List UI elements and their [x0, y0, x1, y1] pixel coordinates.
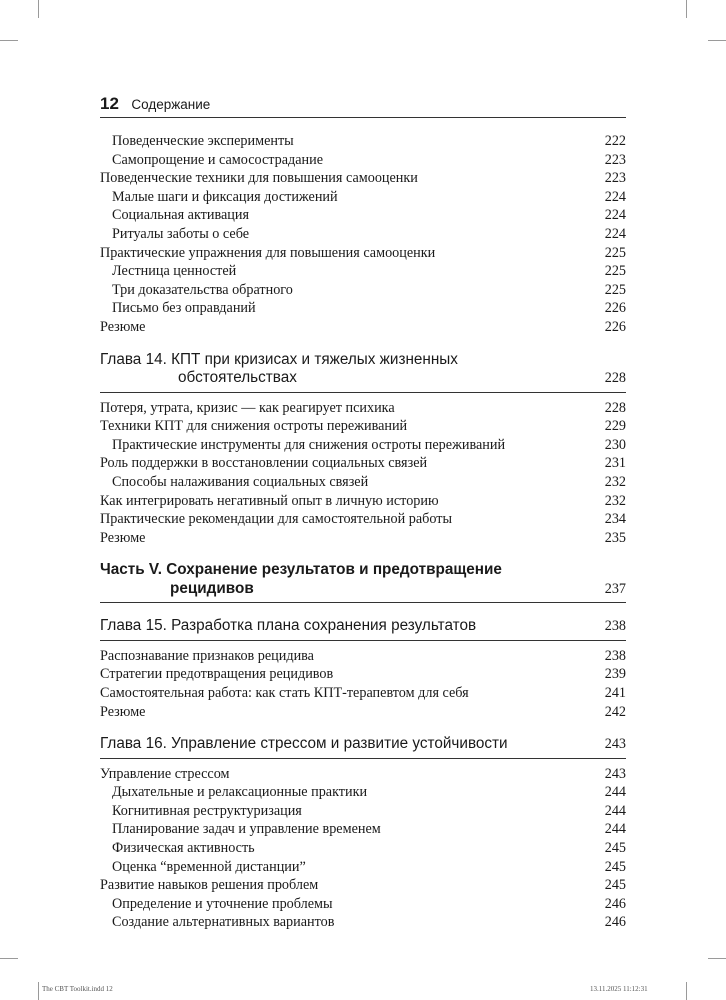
part-heading [100, 561, 626, 603]
toc-entry-page: 225 [604, 263, 626, 280]
toc-entry [100, 244, 626, 263]
crop-mark [0, 40, 18, 41]
toc-entry-page: 246 [604, 914, 626, 931]
toc-entry-title: Физическая активность [112, 840, 255, 857]
toc-entry [100, 262, 626, 281]
toc-entry-title: Планирование задач и управление временем [112, 821, 381, 838]
toc-entry-page: 229 [604, 418, 626, 435]
toc-entry [100, 665, 626, 684]
toc-entry [100, 399, 626, 418]
running-header [100, 94, 626, 114]
toc-entry-page: 245 [604, 858, 626, 875]
heading-line-1: Часть V. Сохранение результатов и предотвращение [100, 561, 502, 579]
toc-entry-page: 230 [604, 436, 626, 453]
toc-entry [100, 318, 626, 337]
toc-entry-page: 231 [604, 455, 626, 472]
toc-entry [100, 839, 626, 858]
crop-mark [38, 0, 39, 18]
chapter-heading [100, 351, 626, 393]
heading-page: 228 [604, 370, 626, 387]
toc-entry-page: 223 [604, 170, 626, 187]
toc-entry-title: Создание альтернативных вариантов [112, 914, 335, 931]
toc-entry [100, 802, 626, 821]
toc-entry-title: Управление стрессом [100, 765, 230, 782]
toc-entry-page: 244 [604, 821, 626, 838]
heading-page: 237 [604, 580, 626, 597]
toc-entry-page: 244 [604, 802, 626, 819]
chapter-heading [100, 617, 626, 641]
toc-entry-page: 238 [604, 647, 626, 664]
toc-entry-title: Резюме [100, 529, 146, 546]
toc-entry [100, 206, 626, 225]
toc-entry-title: Малые шаги и фиксация достижений [112, 188, 338, 205]
toc-entry-page: 225 [604, 281, 626, 298]
toc-entry-title: Практические рекомендации для самостоятельной работы [100, 511, 452, 528]
heading-line-1: Глава 14. КПТ при кризисах и тяжелых жизненных [100, 350, 458, 368]
toc-entry [100, 473, 626, 492]
toc-entry-title: Письмо без оправданий [112, 300, 256, 317]
crop-mark [38, 982, 39, 1000]
toc-entry-title: Как интегрировать негативный опыт в личную историю [100, 492, 439, 509]
toc-entry-title: Практические упражнения для повышения самооценки [100, 244, 436, 261]
toc-entry [100, 895, 626, 914]
toc-entry [100, 647, 626, 666]
crop-mark [708, 40, 726, 41]
toc-entry [100, 820, 626, 839]
heading-line-1: Глава 15. Разработка плана сохранения результатов [100, 617, 477, 635]
crop-mark [686, 982, 687, 1000]
toc-entry [100, 876, 626, 895]
toc-entry [100, 169, 626, 188]
heading-line-2: рецидивов [170, 579, 254, 597]
toc-entry [100, 529, 626, 548]
toc-entry [100, 417, 626, 436]
toc-entry-title: Способы налаживания социальных связей [112, 473, 369, 490]
toc-entry [100, 454, 626, 473]
toc-entry-page: 235 [604, 529, 626, 546]
toc-entry-title: Практические инструменты для снижения остроты переживаний [112, 436, 506, 453]
toc-entry-page: 241 [604, 684, 626, 701]
toc-entry-title: Ритуалы заботы о себе [112, 225, 250, 242]
toc-entry [100, 492, 626, 511]
crop-mark [708, 958, 726, 959]
heading-line-1: Глава 16. Управление стрессом и развитие устойчивости [100, 735, 508, 753]
toc-entry-page: 245 [604, 877, 626, 894]
slug-date: 13.11.2025 11:12:31 [590, 985, 648, 993]
toc-entry-title: Дыхательные и релаксационные практики [112, 784, 368, 801]
crop-mark [686, 0, 687, 18]
toc-entry-title: Резюме [100, 318, 146, 335]
toc-entry-title: Определение и уточнение проблемы [112, 895, 333, 912]
toc-entry [100, 188, 626, 207]
toc-entry [100, 281, 626, 300]
toc-entry-page: 226 [604, 318, 626, 335]
toc-entry-page: 234 [604, 511, 626, 528]
toc-entry-page: 225 [604, 244, 626, 261]
heading-page: 238 [604, 618, 626, 635]
toc-entry-page: 245 [604, 840, 626, 857]
toc-entry-title: Роль поддержки в восстановлении социальных связей [100, 455, 428, 472]
table-of-contents [100, 132, 626, 932]
toc-entry-title: Поведенческие техники для повышения самооценки [100, 170, 418, 187]
chapter-heading [100, 735, 626, 759]
toc-entry-title: Распознавание признаков рецидива [100, 647, 314, 664]
toc-entry-page: 223 [604, 151, 626, 168]
toc-entry [100, 858, 626, 877]
toc-entry-page: 224 [604, 188, 626, 205]
toc-entry [100, 436, 626, 455]
header-rule [100, 117, 626, 118]
toc-entry-page: 232 [604, 473, 626, 490]
toc-entry-title: Самопрощение и самосострадание [112, 151, 323, 168]
toc-entry-title: Техники КПТ для снижения остроты переживаний [100, 418, 408, 435]
toc-entry-page: 243 [604, 765, 626, 782]
toc-entry-page: 239 [604, 666, 626, 683]
toc-entry-page: 246 [604, 895, 626, 912]
toc-entry-title: Лестница ценностей [112, 263, 237, 280]
toc-entry [100, 765, 626, 784]
crop-mark [0, 958, 18, 959]
toc-entry [100, 299, 626, 318]
toc-entry [100, 684, 626, 703]
toc-entry-title: Поведенческие эксперименты [112, 133, 294, 149]
toc-entry-title: Когнитивная реструктуризация [112, 802, 302, 819]
toc-entry [100, 783, 626, 802]
page-number: 12 [100, 94, 119, 113]
toc-entry-title: Три доказательства обратного [112, 281, 293, 298]
toc-entry-page: 224 [604, 207, 626, 224]
toc-entry-title: Оценка “временной дистанции” [112, 858, 306, 875]
toc-entry-page: 242 [604, 703, 626, 720]
toc-entry-title: Социальная активация [112, 207, 249, 224]
toc-entry-title: Резюме [100, 703, 146, 720]
toc-entry-page: 244 [604, 784, 626, 801]
toc-entry-page: 228 [604, 399, 626, 416]
toc-entry-page: 232 [604, 492, 626, 509]
toc-entry-title: Потеря, утрата, кризис — как реагирует психика [100, 399, 395, 416]
toc-entry [100, 510, 626, 529]
toc-entry [100, 132, 626, 151]
heading-page: 243 [604, 736, 626, 753]
toc-entry [100, 151, 626, 170]
heading-line-2: обстоятельствах [178, 369, 297, 387]
toc-entry-title: Развитие навыков решения проблем [100, 877, 319, 894]
toc-entry-page: 222 [604, 133, 626, 149]
slug-file: The CBT Toolkit.indd 12 [42, 985, 113, 993]
toc-entry [100, 703, 626, 722]
toc-entry-title: Стратегии предотвращения рецидивов [100, 666, 334, 683]
toc-entry-title: Самостоятельная работа: как стать КПТ-терапевтом для себя [100, 684, 469, 701]
toc-entry [100, 225, 626, 244]
toc-entry [100, 913, 626, 932]
toc-entry-page: 226 [604, 300, 626, 317]
toc-entry-page: 224 [604, 225, 626, 242]
running-title: Содержание [131, 97, 211, 112]
